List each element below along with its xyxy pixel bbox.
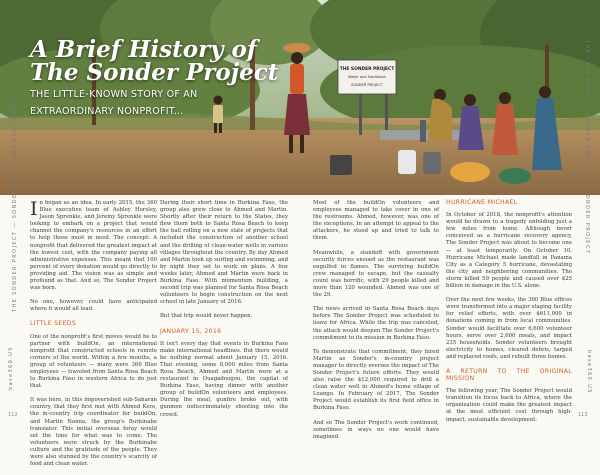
col4-paragraph-3: The following year, The Sonder Project would transition its focus back to Africa, where the organization could make the greatest impact at the most efficient cost through high-impact, sustainable development. xyxy=(446,388,572,423)
article-subtitle-line-1: THE LITTLE-KNOWN STORY OF AN xyxy=(30,89,198,100)
article-subtitle-line-2: EXTRAORDINARY NONPROFIT... xyxy=(30,106,184,117)
col3-paragraph-4: To demonstrate that commitment, they hired Martin as Sonder's in-country project manager to directly oversee the impact of The Sonder Project's future efforts. They would also raise the $12,000 required to drill a clean water well in Ahmed's home village of Loango. In February of 2017, The Sonder Project would establish its first field office in Burkina Faso. xyxy=(313,348,439,412)
col3-paragraph-5: And so The Sonder Project's work continued, sometimes in ways no one would have imagined. xyxy=(313,419,439,440)
intro-text: n began as an idea. In early 2015, the 360 Blue executive team of Ashley Horsley, Jason Sprenkle, and Jeremy Sprenkle were looking to embark on a project that would channel the company's resources in an effort to help those most in need. The concept: A nonprofit that delivered the greatest impact at the lowest cost, with the company paying all administrative expenses. This meant that 100 percent of every donation would go directly to providing aid. The vision was as simple and profound as that. And so, The Sonder Project was born. xyxy=(30,200,157,292)
column-1 xyxy=(30,200,157,475)
col3-paragraph-2: Meanwhile, a standoff with government security forces ensued as the restaurant was engulfed in flames. The surviving buildOn crew managed to escape, but the casualty count was horrific, with 29 people killed and more than 120 wounded. Ahmed was one of the 29. xyxy=(313,249,439,299)
article-title-line-1: A Brief History of xyxy=(30,36,257,63)
section-heading-return: A RETURN TO THE ORIGINAL MISSION xyxy=(446,367,572,383)
article-title-block xyxy=(30,38,330,118)
col4-paragraph-2: Over the next few weeks, the 360 Blue offices were transformed into a major staging facility for relief efforts, with over $611,000 in donations coming in from local communities. Sonder would facilitate over 6,600 volunteer hours, serve over 2,600 meals, and impact 235 households. Sonder volunteers brought electricity to homes, cleared debris, tarped and replaced roofs, and rebuilt three homes. xyxy=(446,297,572,360)
right-page-number: 113 xyxy=(578,412,588,418)
col3-paragraph-1: Most of the buildOn volunteers and employees managed to take cover in one of the restrooms. Ahmed, however, was one of the exceptions. In an attempt to appeal to the attackers, he stood up and tried to talk to them. xyxy=(313,200,439,242)
col3-paragraph-3: The news arrived in Santa Rosa Beach days before The Sonder Project was scheduled to leave for Africa. While the trip was canceled, the attack would deepen The Sonder Project's commitment to its mission in Burkina Faso. xyxy=(313,306,439,341)
left-page-number: 112 xyxy=(8,412,18,418)
intro-paragraph xyxy=(30,200,157,292)
column-3 xyxy=(313,200,439,448)
right-folio-tag: base360.US xyxy=(586,350,592,394)
col1-paragraph-2: No one, however, could have anticipated where it would all lead. xyxy=(30,299,157,313)
col2-paragraph-3: It isn't every day that events in Burkina Faso make international headlines. But there would be nothing normal about January 15, 2016. That evening, some 8,000 miles from Santa Rosa Beach, Ahmed and Martin were at a restaurant in Ouagadougou, the capital of Burkina Faso, having dinner with another group of buildOn volunteers and employees. During the meal, gunfire broke out, with gunmen indiscriminately shooting into the crowd. xyxy=(160,340,288,418)
right-spine-text: THE LAST WORD — SONDER.ORG — THE SONDER PROJECT xyxy=(584,40,590,255)
left-spine-text: THE SONDER PROJECT — SONDER.ORG — THE LAST WORD xyxy=(12,97,18,312)
column-2 xyxy=(160,200,288,426)
col1-paragraph-3: One of the nonprofit's first moves would be to partner with buildOn, an international nonprofit that constructed schools in remote corners of the world. Within a few months, a group of volunteers — many were 360 Blue employees — traveled from Santa Rosa Beach to Burkina Faso in western Africa to do just that. xyxy=(30,333,157,390)
section-heading-january: JANUARY 15, 2016 xyxy=(160,327,222,335)
sign-line-2: Water and Sanitation xyxy=(348,75,386,79)
section-heading-hurricane: HURRICANE MICHAEL xyxy=(446,199,518,206)
col2-paragraph-2: But that trip would never happen. xyxy=(160,313,253,320)
col1-paragraph-4: It was here, in this impoverished sub-Saharan country, that they first met with Ahmed Kere, the in-country trip coordinator for buildOn, and Martin Nanna, the group's Burkinabe translator. This initial overseas foray would set the tone for what was to come. The volunteers were struck by the Burkinabe culture and the gratitude of the people. They were also stunned by the country's scarcity of food and clean water. xyxy=(30,397,157,468)
drop-cap: I xyxy=(30,198,38,220)
sign-line-1: THE SONDER PROJECT xyxy=(339,67,395,72)
col2-paragraph-1: During their short time in Burkina Faso, the group also grew close to Ahmed and Martin. Shortly after their return to the States, they flew them both to Santa Rosa Beach to keep the ball rolling on a new slate of projects that included the construction of another school and the drilling of clean-water wells in various villages throughout the country. By day Ahmed and Martin took up surfing and swimming, and by night they set to work on plans. A few weeks later, Ahmed and Martin were back in Burkina Faso. With momentum building, a second trip was planned for Santa Rosa Beach volunteers to begin construction on the next school in late January of 2016. xyxy=(160,200,288,306)
section-heading-little-seeds: LITTLE SEEDS xyxy=(30,320,77,328)
article-title-line-2: The Sonder Project xyxy=(30,59,279,86)
column-4 xyxy=(446,194,572,431)
col4-paragraph-1: In October of 2018, the nonprofit's attention would be drawn to a tragedy unfolding just a few miles from home. Although never conceived as a hurricane recovery agency, The Sonder Project was about to become one — at least temporarily. On October 10, Hurricane Michael made landfall in Panama City as a Category 5 hurricane, devastating the city and neighboring communities. The storm killed 59 people and caused over $25 billion in damage in the U.S. alone. xyxy=(446,212,572,290)
sign-line-3: SONDER PROJECT xyxy=(350,83,384,87)
left-folio-tag: base360.US xyxy=(8,346,14,390)
